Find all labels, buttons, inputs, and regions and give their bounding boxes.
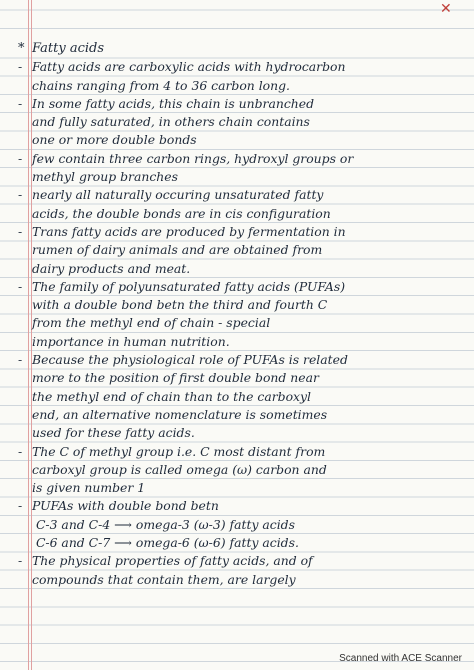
line-text: The physical properties of fatty acids, and of (32, 553, 313, 569)
note-line (18, 516, 464, 534)
scanner-caption: Scanned with ACE Scanner (339, 653, 462, 664)
line-text: used for these fatty acids. (32, 425, 195, 441)
note-line (18, 479, 464, 497)
note-line (18, 260, 464, 278)
note-line (18, 205, 464, 223)
note-line (18, 497, 464, 515)
note-line (18, 150, 464, 168)
note-line (18, 351, 464, 369)
line-bullet: - (18, 278, 23, 294)
handwritten-notes (18, 40, 464, 589)
note-line (18, 552, 464, 570)
note-line (18, 333, 464, 351)
note-line (18, 241, 464, 259)
line-text: chains ranging from 4 to 36 carbon long. (32, 77, 290, 93)
line-text: is given number 1 (32, 480, 146, 496)
heading-text: Fatty acids (32, 41, 104, 56)
line-text: the methyl end of chain than to the carboxyl (32, 388, 311, 404)
line-bullet: - (18, 187, 23, 203)
line-text: more to the position of first double bond near (32, 370, 319, 386)
line-text: C-3 and C-4 ⟶ omega-3 (ω-3) fatty acids (32, 516, 295, 532)
note-line (18, 131, 464, 149)
note-line (18, 296, 464, 314)
line-bullet: - (18, 352, 23, 368)
line-text: dairy products and meat. (32, 260, 191, 276)
line-text: compounds that contain them, are largely (32, 571, 296, 587)
note-line (18, 314, 464, 332)
note-line (18, 77, 464, 95)
line-bullet: - (18, 443, 23, 459)
line-text: and fully saturated, in others chain contains (32, 114, 310, 130)
line-text: with a double bond betn the third and fourth C (32, 297, 328, 313)
line-bullet: - (18, 223, 23, 239)
note-line (18, 388, 464, 406)
line-text: end, an alternative nomenclature is sometimes (32, 406, 328, 422)
line-text: importance in human nutrition. (32, 333, 230, 349)
note-line (18, 534, 464, 552)
corner-tick-mark: ✕ (440, 1, 452, 17)
notes-heading (18, 40, 464, 58)
line-bullet: - (18, 553, 23, 569)
line-text: methyl group branches (32, 169, 178, 185)
line-text: from the methyl end of chain - special (32, 315, 271, 331)
note-line (18, 186, 464, 204)
line-text: In some fatty acids, this chain is unbranched (32, 95, 315, 111)
note-line (18, 95, 464, 113)
line-bullet: - (18, 498, 23, 514)
line-text: one or more double bonds (32, 132, 197, 148)
note-line (18, 223, 464, 241)
line-text: Because the physiological role of PUFAs is related (32, 352, 348, 368)
line-text: nearly all naturally occuring unsaturated fatty (32, 187, 324, 203)
note-line (18, 58, 464, 76)
line-text: C-6 and C-7 ⟶ omega-6 (ω-6) fatty acids. (32, 535, 299, 551)
line-text: carboxyl group is called omega (ω) carbon and (32, 461, 327, 477)
line-bullet: - (18, 95, 23, 111)
line-text: Trans fatty acids are produced by fermentation in (32, 223, 346, 239)
note-line (18, 443, 464, 461)
line-text: few contain three carbon rings, hydroxyl groups or (32, 150, 354, 166)
line-bullet: - (18, 150, 23, 166)
line-text: PUFAs with double bond betn (32, 498, 219, 514)
line-text: acids, the double bonds are in cis configuration (32, 205, 331, 221)
line-text: rumen of dairy animals and are obtained from (32, 242, 323, 258)
note-line (18, 406, 464, 424)
note-line (18, 424, 464, 442)
line-text: The family of polyunsaturated fatty acids (PUFAs) (32, 278, 346, 294)
line-text: The C of methyl group i.e. C most distant from (32, 443, 326, 459)
note-line (18, 278, 464, 296)
note-line (18, 113, 464, 131)
note-line (18, 571, 464, 589)
line-text: Fatty acids are carboxylic acids with hydrocarbon (32, 59, 346, 75)
note-line (18, 369, 464, 387)
note-line (18, 168, 464, 186)
heading-bullet: * (18, 41, 25, 56)
note-line (18, 461, 464, 479)
line-bullet: - (18, 59, 23, 75)
